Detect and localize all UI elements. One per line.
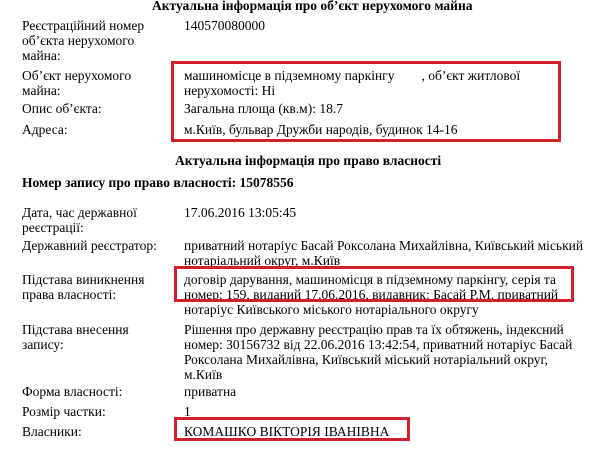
description-label: Опис об’єкта: [22,101,102,116]
registrar-value: приватний нотаріус Басай Роксолана Михайлівна, Київський міський нотаріальний округ, м.Київ [184,238,584,268]
ownership-section-title: Актуальна інформація про право власності [175,153,442,168]
basis-label: Підстава виникнення права власності: [22,272,145,302]
address-label: Адреса: [22,122,68,137]
object-value: машиномісце в підземному паркінгу , об’єкт житлової нерухомості: Ні [184,68,521,98]
registrar-label: Державний реєстратор: [22,238,157,253]
form-label: Форма власності: [22,384,123,399]
share-value: 1 [184,404,191,419]
form-value: приватна [184,384,237,399]
owners-label: Власники: [22,424,82,439]
owners-highlight-box [174,417,410,441]
basis-value: договір дарування, машиномісця в підземному паркінгу, серія та номер: 159, виданий 17.06.2016, видавник: Басай Р.М. приватний нотаріус Київського міського нотаріального округу [184,272,559,317]
object-label: Об’єкт нерухомого майна: [22,68,132,98]
reg-number-label: Реєстраційний номер об’єкта нерухомого майна: [22,18,145,63]
share-label: Розмір частки: [22,404,106,419]
reg-number-value: 140570080000 [184,18,265,33]
entry-basis-value: Рішення про державну реєстрацію прав та їх обтяжень, індексний номер: 30156732 від 22.06.2016 13:42:54, приватний нотаріус Басай Роксолана Михайлівна, Київський міський нотаріальний округ, м.Київ [184,322,573,382]
date-value: 17.06.2016 13:05:45 [184,205,297,220]
owners-value: КОМАШКО ВІКТОРІЯ ІВАНІВНА [184,424,390,439]
address-value: м.Київ, бульвар Дружби народів, будинок 14-16 [184,122,458,137]
object-highlight-box [171,61,561,142]
basis-highlight-box [174,266,574,302]
record-number: Номер запису про право власності: 15078556 [22,175,294,190]
description-value: Загальна площа (кв.м): 18.7 [184,101,343,116]
property-section-title: Актуальна інформація про об’єкт нерухомого майна [152,0,473,13]
entry-basis-label: Підстава внесення запису: [22,322,129,352]
date-label: Дата, час державної реєстрації: [22,205,137,235]
